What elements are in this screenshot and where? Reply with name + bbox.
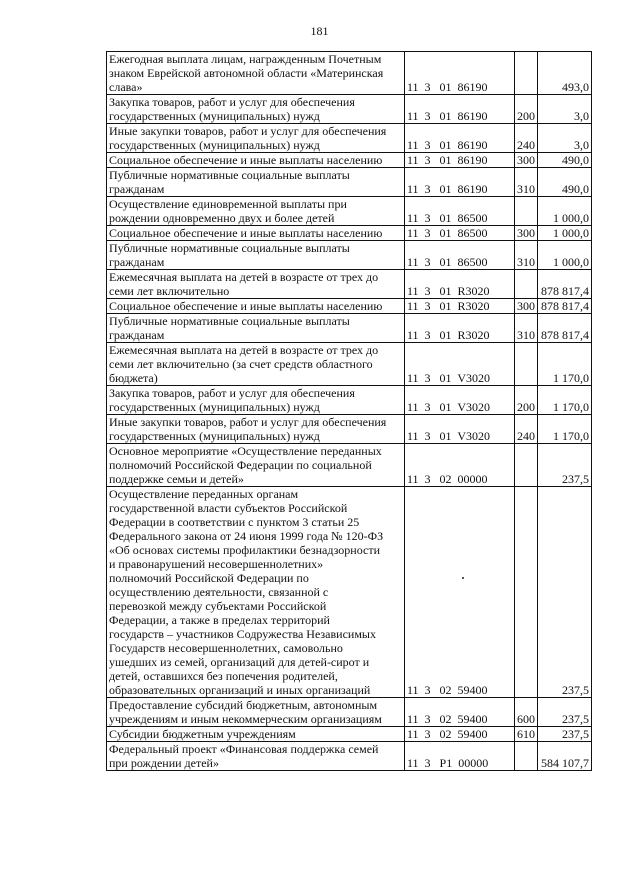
row-code-cell: 11 3 01 86190 <box>405 168 515 197</box>
row-code-cell: 11 3 02 59400 <box>405 727 515 742</box>
row-name-cell: Федеральный проект «Финансовая поддержка семей при рождении детей» <box>107 742 405 771</box>
row-expense-type-cell: 300 <box>515 226 538 241</box>
table-row <box>107 299 592 314</box>
row-expense-type-cell <box>515 270 538 299</box>
table-row <box>107 52 592 95</box>
row-code-cell: 11 3 01 86190 <box>405 124 515 153</box>
table-row <box>107 95 592 124</box>
table-row <box>107 226 592 241</box>
row-amount-cell: 584 107,7 <box>538 742 592 771</box>
table-row <box>107 487 592 698</box>
row-code-cell: 11 3 01 V3020 <box>405 343 515 386</box>
row-name-cell: Осуществление переданных органам государственной власти субъектов Российской Федерации в соответствии с пунктом 3 статьи 25 Федерального закона от 24 июня 1999 года № 120-ФЗ «Об основах системы профилактики безнадзорности и правонарушений несовершеннолетних» полномочий Российской Федерации по осуществлению деятельности, связанной с перевозкой между субъектами Российской Федерации, а также в пределах территорий государств – участников Содружества Независимых Государств несовершеннолетних, самовольно ушедших из семей, организаций для детей-сирот и детей, оставшихся без попечения родителей, образовательных организаций и иных организаций <box>107 487 405 698</box>
row-expense-type-cell: 310 <box>515 314 538 343</box>
row-amount-cell: 1 170,0 <box>538 343 592 386</box>
row-code-cell: 11 3 01 R3020 <box>405 270 515 299</box>
row-expense-type-cell <box>515 487 538 698</box>
row-name-cell: Публичные нормативные социальные выплаты гражданам <box>107 168 405 197</box>
table-row <box>107 727 592 742</box>
row-name-cell: Ежегодная выплата лицам, награжденным Почетным знаком Еврейской автономной области «Материнская слава» <box>107 52 405 95</box>
row-expense-type-cell: 300 <box>515 153 538 168</box>
row-amount-cell: 3,0 <box>538 95 592 124</box>
table-row <box>107 153 592 168</box>
row-amount-cell: 1 170,0 <box>538 415 592 444</box>
row-code-cell: 11 3 01 86190 <box>405 153 515 168</box>
row-name-cell: Социальное обеспечение и иные выплаты населению <box>107 226 405 241</box>
row-name-cell: Ежемесячная выплата на детей в возрасте от трех до семи лет включительно (за счет средств областного бюджета) <box>107 343 405 386</box>
row-amount-cell: 237,5 <box>538 727 592 742</box>
scan-dot-mark <box>462 577 464 579</box>
table-row <box>107 415 592 444</box>
row-expense-type-cell: 240 <box>515 124 538 153</box>
row-code-cell: 11 3 01 V3020 <box>405 386 515 415</box>
row-name-cell: Публичные нормативные социальные выплаты гражданам <box>107 241 405 270</box>
row-expense-type-cell: 200 <box>515 95 538 124</box>
row-name-cell: Ежемесячная выплата на детей в возрасте от трех до семи лет включительно <box>107 270 405 299</box>
row-expense-type-cell <box>515 197 538 226</box>
table-row <box>107 742 592 771</box>
row-expense-type-cell: 310 <box>515 241 538 270</box>
table-row <box>107 444 592 487</box>
row-code-cell: 11 3 01 86190 <box>405 95 515 124</box>
row-code-cell: 11 3 02 00000 <box>405 444 515 487</box>
table-row <box>107 241 592 270</box>
budget-table-body <box>107 52 592 771</box>
row-amount-cell: 237,5 <box>538 444 592 487</box>
row-name-cell: Социальное обеспечение и иные выплаты населению <box>107 153 405 168</box>
row-code-cell: 11 3 P1 00000 <box>405 742 515 771</box>
row-expense-type-cell: 240 <box>515 415 538 444</box>
row-amount-cell: 237,5 <box>538 698 592 727</box>
row-expense-type-cell: 600 <box>515 698 538 727</box>
row-code-cell: 11 3 01 V3020 <box>405 415 515 444</box>
row-code-cell: 11 3 01 86190 <box>405 52 515 95</box>
row-name-cell: Закупка товаров, работ и услуг для обеспечения государственных (муниципальных) нужд <box>107 95 405 124</box>
row-name-cell: Закупка товаров, работ и услуг для обеспечения государственных (муниципальных) нужд <box>107 386 405 415</box>
table-row <box>107 698 592 727</box>
row-amount-cell: 1 000,0 <box>538 197 592 226</box>
row-amount-cell: 237,5 <box>538 487 592 698</box>
row-amount-cell: 1 000,0 <box>538 226 592 241</box>
page-number: 181 <box>310 24 329 38</box>
table-row <box>107 124 592 153</box>
row-amount-cell: 493,0 <box>538 52 592 95</box>
row-amount-cell: 878 817,4 <box>538 314 592 343</box>
row-name-cell: Осуществление единовременной выплаты при рождении одновременно двух и более детей <box>107 197 405 226</box>
row-expense-type-cell: 300 <box>515 299 538 314</box>
row-expense-type-cell <box>515 444 538 487</box>
row-expense-type-cell <box>515 343 538 386</box>
row-amount-cell: 490,0 <box>538 168 592 197</box>
row-code-cell: 11 3 02 59400 <box>405 698 515 727</box>
row-name-cell: Основное мероприятие «Осуществление переданных полномочий Российской Федерации по социальной поддержке семьи и детей» <box>107 444 405 487</box>
table-row <box>107 168 592 197</box>
table-row <box>107 386 592 415</box>
row-amount-cell: 490,0 <box>538 153 592 168</box>
row-code-cell: 11 3 01 86500 <box>405 226 515 241</box>
row-name-cell: Субсидии бюджетным учреждениям <box>107 727 405 742</box>
row-expense-type-cell: 200 <box>515 386 538 415</box>
row-name-cell: Социальное обеспечение и иные выплаты населению <box>107 299 405 314</box>
row-amount-cell: 1 170,0 <box>538 386 592 415</box>
row-amount-cell: 1 000,0 <box>538 241 592 270</box>
table-row <box>107 343 592 386</box>
budget-table <box>106 51 592 771</box>
row-code-cell: 11 3 01 R3020 <box>405 299 515 314</box>
row-name-cell: Иные закупки товаров, работ и услуг для обеспечения государственных (муниципальных) нужд <box>107 415 405 444</box>
row-amount-cell: 878 817,4 <box>538 270 592 299</box>
row-code-cell: 11 3 01 R3020 <box>405 314 515 343</box>
row-name-cell: Иные закупки товаров, работ и услуг для обеспечения государственных (муниципальных) нужд <box>107 124 405 153</box>
table-row <box>107 270 592 299</box>
row-expense-type-cell <box>515 52 538 95</box>
row-name-cell: Предоставление субсидий бюджетным, автономным учреждениям и иным некоммерческим организациям <box>107 698 405 727</box>
table-row <box>107 314 592 343</box>
row-name-cell: Публичные нормативные социальные выплаты гражданам <box>107 314 405 343</box>
row-amount-cell: 878 817,4 <box>538 299 592 314</box>
row-expense-type-cell: 610 <box>515 727 538 742</box>
row-expense-type-cell: 310 <box>515 168 538 197</box>
row-amount-cell: 3,0 <box>538 124 592 153</box>
row-expense-type-cell <box>515 742 538 771</box>
table-row <box>107 197 592 226</box>
row-code-cell: 11 3 01 86500 <box>405 241 515 270</box>
row-code-cell: 11 3 01 86500 <box>405 197 515 226</box>
row-code-cell: 11 3 02 59400 <box>405 487 515 698</box>
